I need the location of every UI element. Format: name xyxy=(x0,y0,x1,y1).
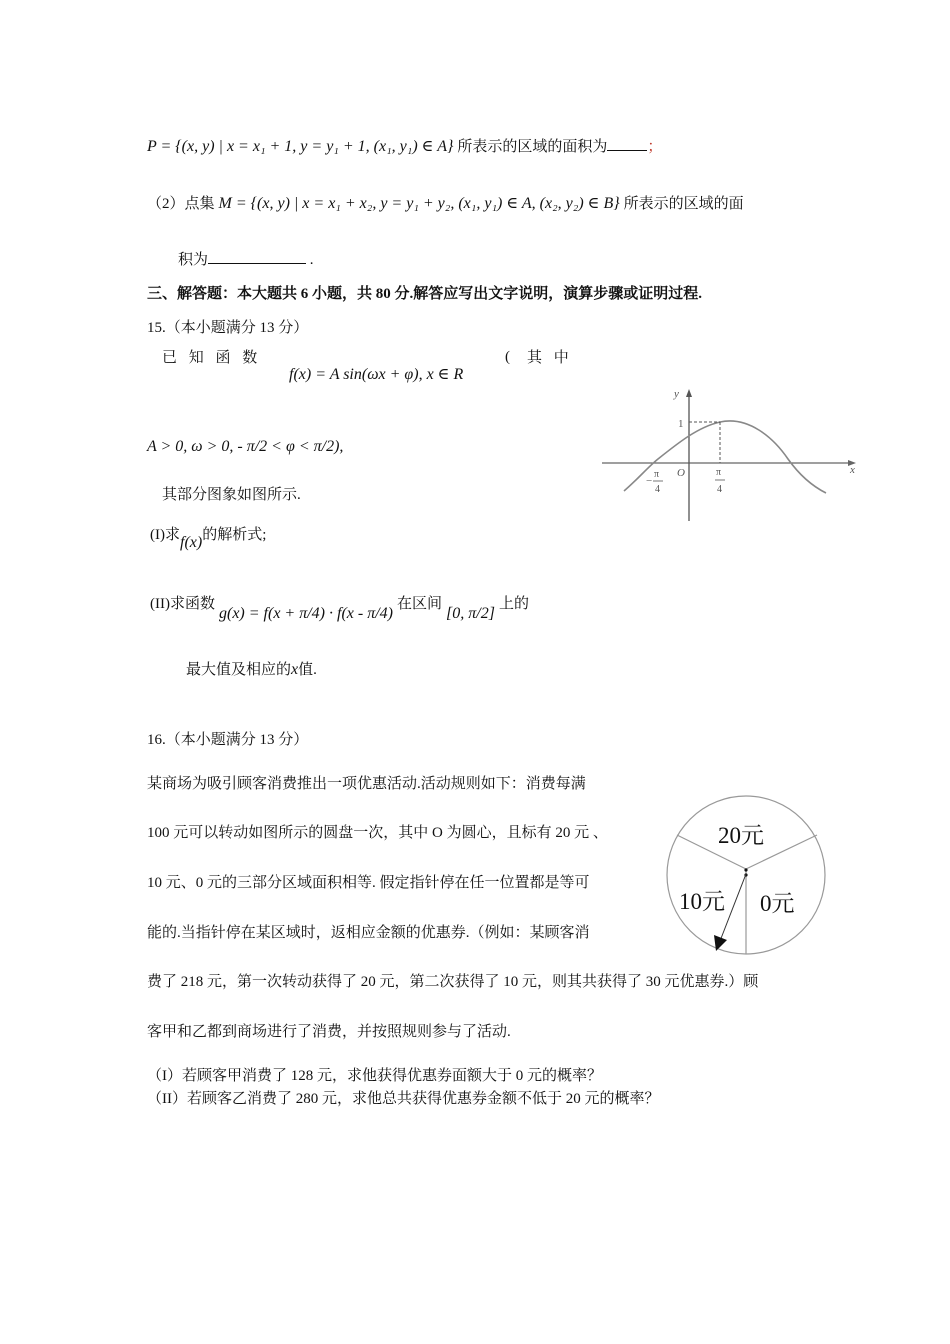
part2-line2-end: 值. xyxy=(298,662,317,678)
q15-intro: 已 知 函 数 xyxy=(162,350,262,366)
q15-paren: ( xyxy=(505,349,510,365)
p-semicolon: ； xyxy=(647,139,663,155)
part2-label: (II)求函数 xyxy=(150,596,215,612)
y-label: y xyxy=(674,388,679,400)
spinner-wheel xyxy=(660,793,832,959)
answer-blank-m xyxy=(208,249,306,264)
part2-line2-text: 最大值及相应的 xyxy=(186,662,292,678)
neg-four-label: 4 xyxy=(655,484,660,495)
q15-part1 xyxy=(150,525,267,551)
part2-interval-text: 在区间 xyxy=(397,596,443,612)
p-set-text: 所表示的区域的面积为 xyxy=(457,139,608,155)
pos-pi-label: π xyxy=(716,467,722,478)
q15-part2-line2 xyxy=(186,660,317,680)
p-set-formula: P = {(x, y) | x = x₁ + 1, y = y₁ + 1, (x₁, y₁) ∈ A} xyxy=(147,138,454,155)
answer-blank-p xyxy=(607,136,647,151)
part2-end: 上的 xyxy=(498,596,529,612)
q16-line-5: 费了 218 元，第一次转动获得了 20 元，第二次获得了 10 元，则其共获得了 30 元优惠券.）顾 xyxy=(147,974,759,990)
part1-text: 的解析式; xyxy=(202,527,267,543)
q16-line-1: 某商场为吸引顾客消费推出一项优惠活动.活动规则如下：消费每满 xyxy=(147,776,586,792)
p-set-line xyxy=(147,136,662,157)
q15-part2 xyxy=(150,594,529,622)
q16-line-2: 100 元可以转动如图所示的圆盘一次，其中 O 为圆心，且标有 20 元 、 xyxy=(147,825,608,841)
m-set-text: 所表示的区域的面 xyxy=(623,196,744,212)
pointer-arrow-icon xyxy=(714,935,727,951)
part1-fx: f(x) xyxy=(180,534,203,551)
q15-qizhong: 其 中 xyxy=(527,350,573,366)
neg-pi-label: π xyxy=(654,469,660,480)
section-heading: 三、解答题：本大题共 6 小题，共 80 分.解答应写出文字说明，演算步骤或证明过程. xyxy=(147,286,703,302)
part1-label: (I)求 xyxy=(150,527,180,543)
sine-curve xyxy=(624,421,826,493)
q16-line-4: 能的.当指针停在某区域时，返相应金额的优惠券.（例如：某顾客消 xyxy=(147,925,590,941)
wheel-label-0: 0元 xyxy=(760,891,795,916)
part2-g: g(x) = f(x + π/4) · f(x - π/4) xyxy=(218,605,393,622)
area-line xyxy=(178,249,314,270)
part2-x: x xyxy=(291,661,299,678)
wheel-label-20: 20元 xyxy=(718,823,764,848)
q16-sub2: （II）若顾客乙消费了 280 元，求他总共获得优惠券金额不低于 20 元的概率？ xyxy=(147,1091,660,1107)
part2-prefix: （2）点集 xyxy=(147,196,215,212)
area-label: 积为 xyxy=(178,252,209,268)
q15-description: 其部分图象如图所示. xyxy=(162,487,301,503)
one-label: 1 xyxy=(678,418,684,430)
neg-sign: − xyxy=(646,475,653,487)
q15-conditions: A > 0, ω > 0, - π/2 < φ < π/2), xyxy=(147,438,344,455)
q16-line-6: 客甲和乙都到商场进行了消费，并按照规则参与了活动. xyxy=(147,1024,511,1040)
q15-header: 15.（本小题满分 13 分） xyxy=(147,320,309,336)
q16-sub1: （I）若顾客甲消费了 128 元，求他获得优惠券面额大于 0 元的概率？ xyxy=(147,1068,602,1084)
y-axis-arrow-icon xyxy=(686,389,692,397)
pos-four-label: 4 xyxy=(717,484,722,495)
origin-label: O xyxy=(677,467,685,479)
part2-interval: [0, π/2] xyxy=(446,605,495,622)
sine-graph xyxy=(598,385,866,525)
center-dot xyxy=(744,868,747,871)
q16-line-3: 10 元、0 元的三部分区域面积相等. 假定指针停在任一位置都是等可 xyxy=(147,875,590,891)
q16-header: 16.（本小题满分 13 分） xyxy=(147,732,309,748)
m-set-line xyxy=(147,193,744,214)
m-set-formula: M = {(x, y) | x = x₁ + x₂, y = y₁ + y₂, (x₁, y₁) ∈ A, (x₂, y₂) ∈ B} xyxy=(218,195,620,212)
q15-function: f(x) = A sin(ωx + φ), x ∈ R xyxy=(289,366,464,383)
area-end: . xyxy=(309,252,314,268)
x-label: x xyxy=(850,464,855,476)
wheel-label-10: 10元 xyxy=(679,889,725,914)
